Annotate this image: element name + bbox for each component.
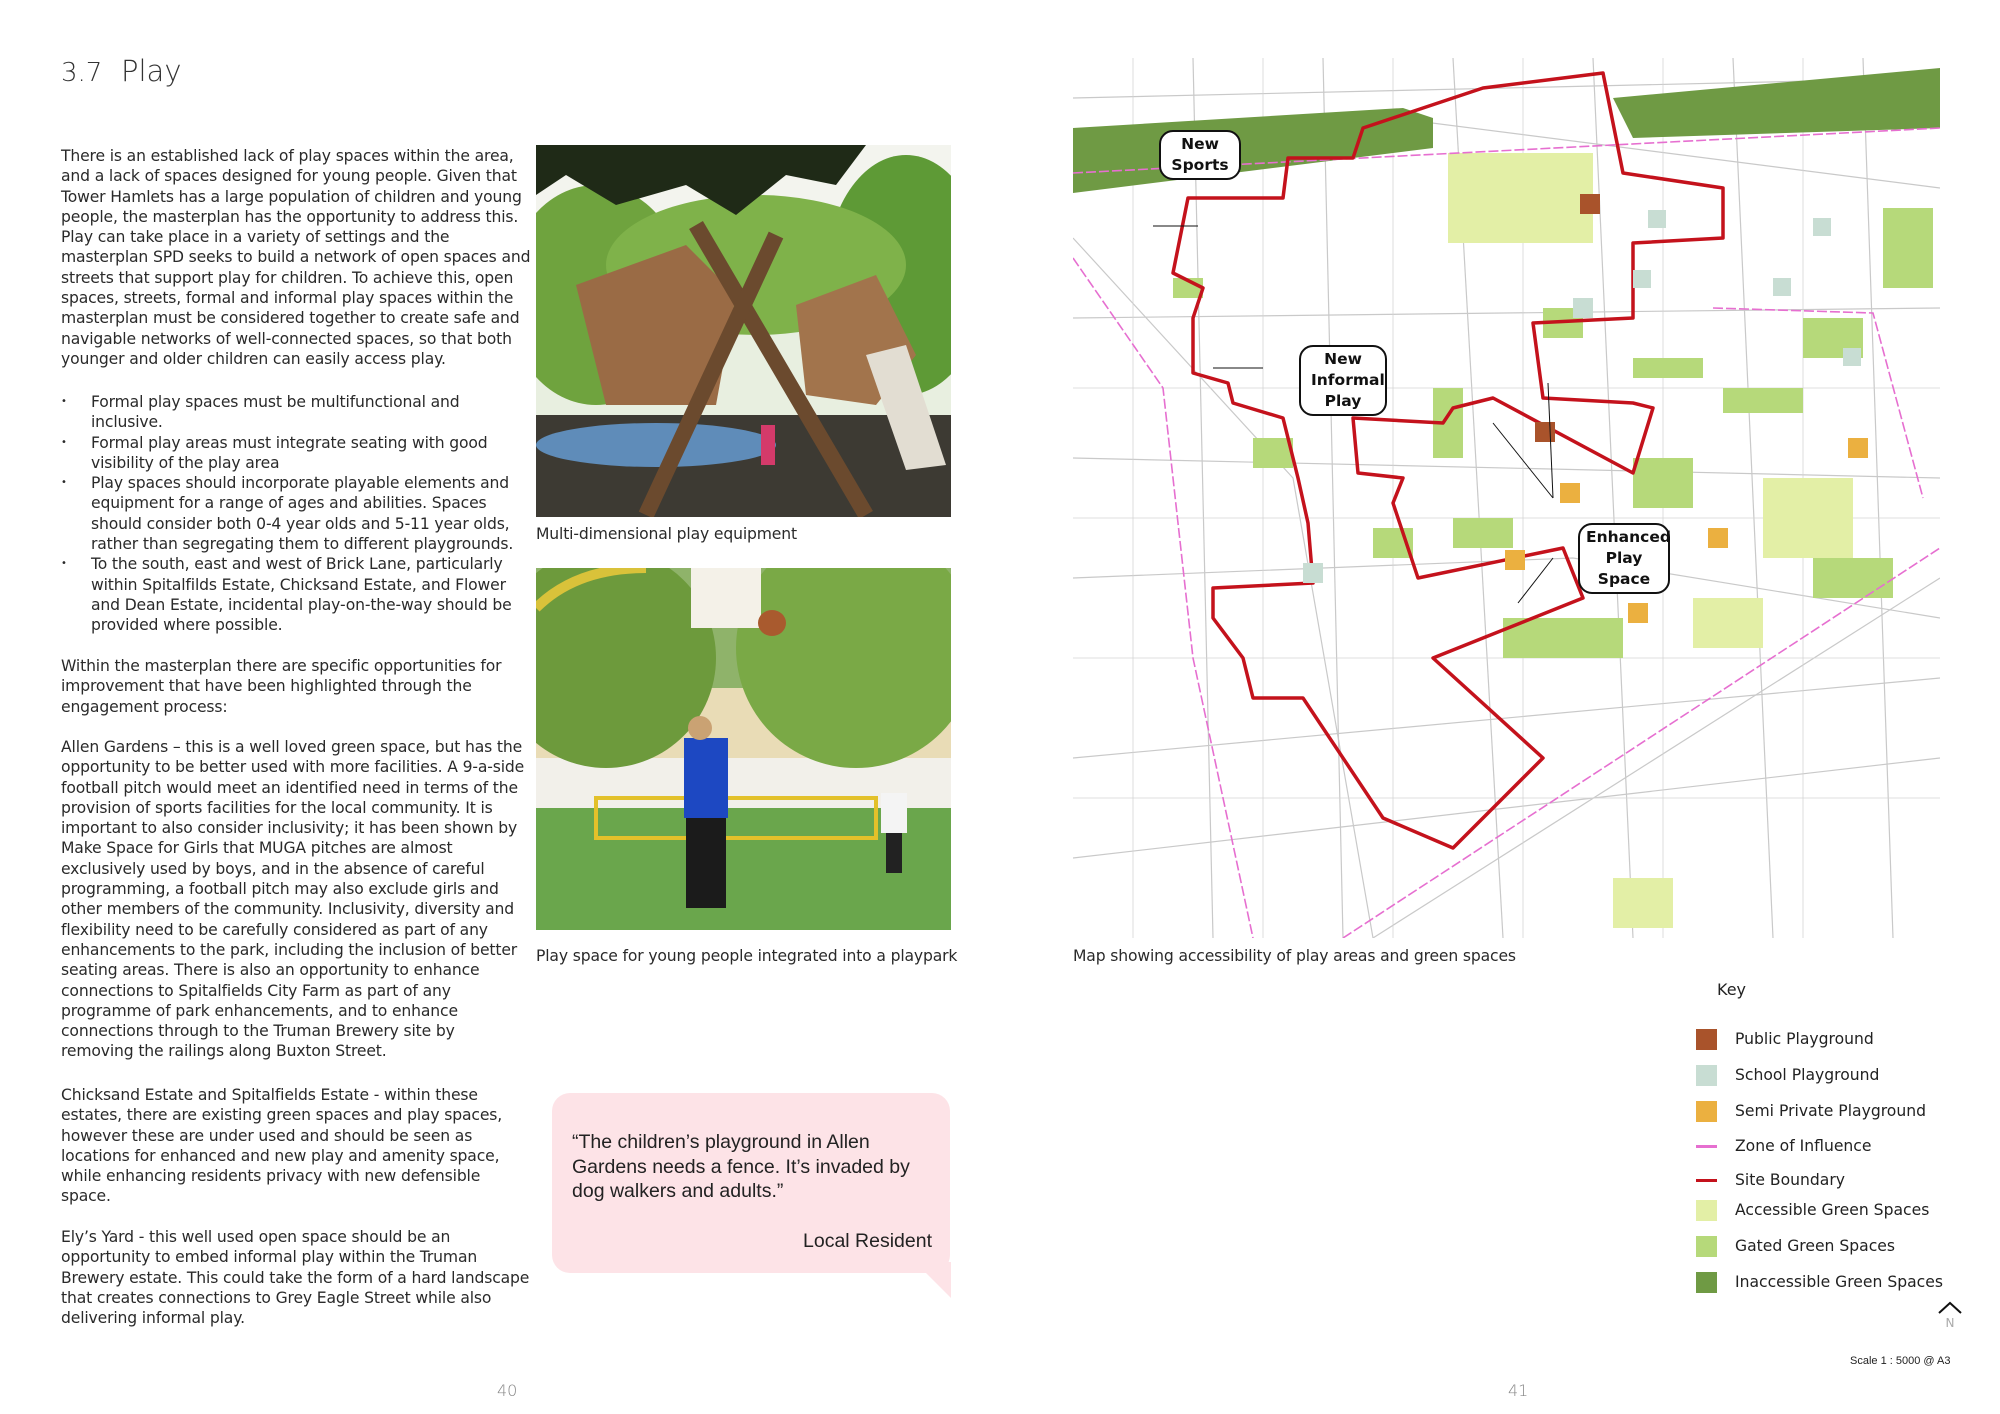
key-item-semi-private-playground [1696,1100,1926,1122]
key-item-site-boundary [1696,1169,1845,1191]
swatch-icon [1696,1065,1717,1086]
photo-caption: Multi-dimensional play equipment [536,525,797,543]
swatch-icon [1696,1029,1717,1050]
elys-yard-paragraph [61,1227,531,1328]
page-number-right: 41 [1508,1381,1529,1400]
bullet-item: • Formal play areas must integrate seating with good visibility of the play area [61,433,531,474]
north-arrow-icon [1932,1300,1968,1336]
key-label: Site Boundary [1735,1171,1845,1189]
swatch-icon [1696,1101,1717,1122]
basketball-photo [536,568,951,930]
key-label: Gated Green Spaces [1735,1237,1896,1255]
line-swatch-icon [1696,1145,1717,1148]
page-number-left: 40 [497,1381,518,1400]
map-label-new-informal-play [1299,345,1387,416]
quote-author: Local Resident [803,1230,932,1252]
guidance-bullet-list [61,392,531,636]
chevron-up-icon [1937,1301,1963,1315]
accessibility-map [1073,58,1940,938]
chicksand-text: Chicksand Estate and Spitalfields Estate - within these estates, there are existing green spaces and play spaces, however these are under used and should be seen as locations for enhanced and new play and amenity space, while enhancing residents privacy with new defensible space. [61,1086,503,1206]
map-label-line: Enhanced [1586,528,1671,546]
section-number: 3.7 [61,58,103,88]
swatch-icon [1696,1272,1717,1293]
allen-gardens-text: Allen Gardens – this is a well loved green space, but has the opportunity to be better used with more facilities. A 9-a-side football pitch would meet an identified need in terms of the provision of sports facilities for the local community. It is important to also consider inclusivity; it has been shown by Make Space for Girls that MUGA pitches are almost exclusively used by boys, and in the absence of careful programming, a football pitch may also exclude girls and other members of the community. Inclusivity, diversity and flexibility need to be carefully considered as part of any enhancements to the park, including the inclusion of better seating areas. There is also an opportunity to enhance connections to Spitalfields City Farm as part of any programme of park enhancements, and to enhance connections through to the Truman Brewery site by removing the railings along Buxton Street. [61,738,525,1061]
swatch-icon [1696,1200,1717,1221]
key-label: Zone of Influence [1735,1137,1872,1155]
map-label-line: Sports [1171,156,1229,174]
key-item-accessible-green [1696,1199,1929,1221]
intro-paragraph [61,146,531,369]
map-label-line: Play [1324,392,1362,410]
basketball-image [536,568,951,930]
elys-yard-text: Ely’s Yard - this well used open space should be an opportunity to embed informal play within the Truman Brewery estate. This could take the form of a hard landscape that creates connections to Grey Eagle Street while also delivering informal play. [61,1228,530,1328]
play-equipment-photo [536,145,951,517]
map-label-line: Informal [1311,371,1385,389]
key-label: Semi Private Playground [1735,1102,1926,1120]
map-label-enhanced-play-space [1578,523,1670,594]
play-equipment-image [536,145,951,517]
north-label: N [1945,1316,1955,1330]
allen-gardens-paragraph [61,737,531,1062]
key-item-school-playground [1696,1064,1879,1086]
map-label-new-sports [1159,130,1241,180]
map-label-line: New [1181,135,1219,153]
key-item-gated-green [1696,1235,1895,1257]
key-item-inaccessible-green [1696,1271,1943,1293]
opportunities-intro [61,656,531,717]
bullet-item: • Formal play spaces must be multifunctional and inclusive. [61,392,531,433]
map-caption: Map showing accessibility of play areas and green spaces [1073,947,1516,965]
chicksand-paragraph [61,1085,531,1207]
key-item-public-playground [1696,1028,1874,1050]
key-item-zone-of-influence [1696,1135,1871,1157]
page-title: Play [121,54,182,88]
map-scale: Scale 1 : 5000 @ A3 [1850,1355,1951,1367]
key-label: School Playground [1735,1066,1880,1084]
photo-caption: Play space for young people integrated into a playpark [536,947,958,965]
key-label: Accessible Green Spaces [1735,1201,1930,1219]
bullet-item: • Play spaces should incorporate playable elements and equipment for a range of ages and abilities. Spaces should consider both 0-4 year olds and 5-11 year olds, rather than segregating them to different playgrounds. [61,473,531,554]
swatch-icon [1696,1236,1717,1257]
bullet-item: • To the south, east and west of Brick Lane, particularly within Spitalfilds Estate, Chicksand Estate, and Flower and Dean Estate, incidental play-on-the-way should be provided where possible. [61,554,531,635]
intro-text: There is an established lack of play spaces within the area, and a lack of spaces designed for young people. Given that Tower Hamlets has a large population of children and young people, the masterplan has the opportunity to address this. Play can take place in a variety of settings and the masterplan SPD seeks to build a network of open spaces and streets that support play for children. To achieve this, open spaces, streets, formal and informal play spaces within the masterplan must be considered together to create safe and navigable networks of well-connected spaces, so that both younger and older children can easily access play. [61,147,531,368]
key-title: Key [1717,980,1747,999]
quote-text: “The children’s playground in Allen Gardens needs a fence. It’s invaded by dog walkers and adults.” [572,1131,910,1202]
opportunities-intro-text: Within the masterplan there are specific opportunities for improvement that have been highlighted through the engagement process: [61,657,502,716]
quote-bubble-tail [915,1262,951,1298]
key-label: Inaccessible Green Spaces [1735,1273,1943,1291]
map-label-line: Play Space [1597,549,1651,588]
map-graphic [1073,58,1940,938]
map-label-line: New [1324,350,1362,368]
key-label: Public Playground [1735,1030,1874,1048]
line-swatch-icon [1696,1179,1717,1182]
